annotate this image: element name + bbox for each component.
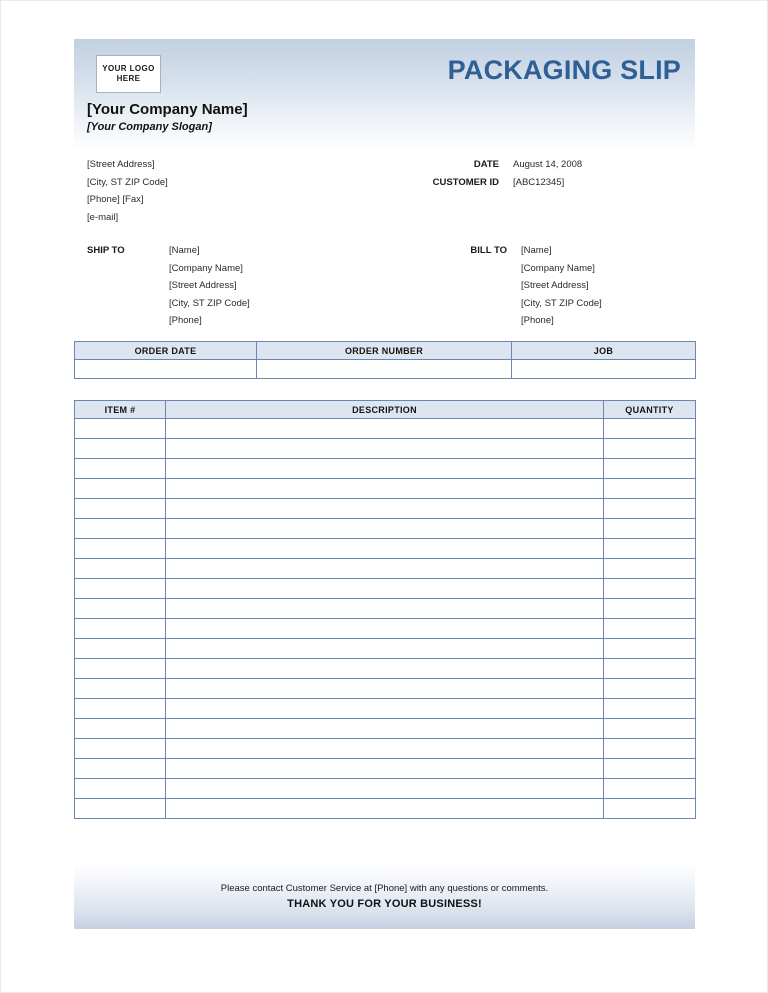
table-cell[interactable]: [75, 419, 166, 439]
order-table-row: [75, 360, 696, 379]
table-row: [75, 519, 696, 539]
table-row: [75, 419, 696, 439]
table-cell[interactable]: [604, 739, 696, 759]
table-row: [75, 459, 696, 479]
table-cell[interactable]: [75, 519, 166, 539]
table-cell[interactable]: [75, 459, 166, 479]
table-cell[interactable]: [166, 799, 604, 819]
table-row: [75, 599, 696, 619]
table-cell[interactable]: [166, 519, 604, 539]
items-table-body: [75, 419, 696, 819]
table-row: [75, 619, 696, 639]
customer-id-label: CUSTOMER ID: [432, 176, 499, 188]
table-cell[interactable]: [166, 659, 604, 679]
table-cell[interactable]: [75, 559, 166, 579]
table-cell[interactable]: [604, 699, 696, 719]
table-cell[interactable]: [166, 559, 604, 579]
items-table-col-quantity: QUANTITY: [604, 401, 696, 419]
meta-row-customer-id: [381, 174, 681, 192]
table-cell[interactable]: [604, 639, 696, 659]
logo-line-1: YOUR LOGO: [102, 64, 155, 73]
ship-to-line: [Company Name]: [169, 262, 243, 274]
date-label: DATE: [473, 159, 499, 170]
table-cell[interactable]: [604, 499, 696, 519]
order-table-cell[interactable]: [257, 360, 512, 379]
table-cell[interactable]: [604, 759, 696, 779]
order-info-table: [74, 341, 696, 379]
document-meta-block: [381, 156, 681, 191]
table-cell[interactable]: [604, 579, 696, 599]
order-table-col-order-date: ORDER DATE: [75, 342, 257, 360]
bill-to-lines[interactable]: [521, 242, 602, 330]
bill-to-label: BILL TO: [470, 245, 507, 256]
table-row: [75, 719, 696, 739]
table-cell[interactable]: [75, 639, 166, 659]
table-row: [75, 639, 696, 659]
bill-to-block: [453, 242, 602, 330]
footer-text-block: [74, 881, 695, 912]
table-cell[interactable]: [604, 539, 696, 559]
order-table-col-order-number: ORDER NUMBER: [257, 342, 512, 360]
order-table-cell[interactable]: [75, 360, 257, 379]
table-cell[interactable]: [166, 459, 604, 479]
table-cell[interactable]: [166, 679, 604, 699]
table-cell[interactable]: [604, 479, 696, 499]
table-cell[interactable]: [166, 619, 604, 639]
ship-to-block: [87, 242, 250, 330]
table-cell[interactable]: [166, 739, 604, 759]
customer-id-value[interactable]: [ABC12345]: [513, 176, 565, 188]
table-cell[interactable]: [75, 739, 166, 759]
table-cell[interactable]: [604, 659, 696, 679]
items-table-header: [75, 401, 696, 419]
logo-line-2: HERE: [116, 74, 141, 83]
bill-to-line: [Name]: [521, 245, 552, 256]
table-row: [75, 439, 696, 459]
table-cell[interactable]: [166, 699, 604, 719]
table-cell[interactable]: [166, 479, 604, 499]
bill-to-line: [Street Address]: [521, 280, 589, 291]
table-cell[interactable]: [75, 499, 166, 519]
items-table-col-item-number: ITEM #: [75, 401, 166, 419]
order-table-body: [75, 360, 696, 379]
company-address-line: [e-mail]: [87, 211, 119, 223]
ship-to-lines[interactable]: [169, 242, 250, 330]
table-cell[interactable]: [604, 779, 696, 799]
table-row: [75, 739, 696, 759]
table-cell[interactable]: [75, 679, 166, 699]
table-cell[interactable]: [604, 419, 696, 439]
table-row: [75, 679, 696, 699]
table-cell[interactable]: [166, 599, 604, 619]
table-row: [75, 479, 696, 499]
footer-thank-you: THANK YOU FOR YOUR BUSINESS!: [287, 898, 482, 910]
table-row: [75, 579, 696, 599]
table-cell[interactable]: [75, 579, 166, 599]
bill-to-line: [Phone]: [521, 315, 554, 326]
table-row: [75, 499, 696, 519]
table-cell[interactable]: [75, 799, 166, 819]
ship-to-line: [Phone]: [169, 315, 202, 326]
company-address-line: [Street Address]: [87, 159, 155, 170]
table-cell[interactable]: [75, 659, 166, 679]
ship-to-line: [Street Address]: [169, 280, 237, 291]
bill-to-line: [Company Name]: [521, 262, 595, 274]
ship-to-line: [City, ST ZIP Code]: [169, 297, 250, 309]
table-cell[interactable]: [604, 459, 696, 479]
table-cell[interactable]: [166, 419, 604, 439]
date-value[interactable]: August 14, 2008: [513, 159, 583, 170]
table-cell[interactable]: [75, 619, 166, 639]
document-title: PACKAGING SLIP: [447, 55, 681, 85]
table-cell[interactable]: [75, 699, 166, 719]
company-address-block: [87, 156, 168, 226]
table-cell[interactable]: [166, 579, 604, 599]
table-cell[interactable]: [75, 479, 166, 499]
order-table-header-row: [75, 342, 696, 360]
items-table-col-description: DESCRIPTION: [166, 401, 604, 419]
order-table-header: [75, 342, 696, 360]
order-table-col-job: JOB: [512, 342, 696, 360]
table-cell[interactable]: [604, 719, 696, 739]
table-cell[interactable]: [604, 679, 696, 699]
table-cell[interactable]: [166, 719, 604, 739]
table-cell[interactable]: [166, 499, 604, 519]
company-logo-placeholder[interactable]: [96, 55, 161, 93]
table-cell[interactable]: [604, 439, 696, 459]
company-address-line: [Phone] [Fax]: [87, 194, 144, 205]
company-address-line: [City, ST ZIP Code]: [87, 176, 168, 188]
table-row: [75, 779, 696, 799]
table-row: [75, 659, 696, 679]
table-cell[interactable]: [166, 639, 604, 659]
company-slogan: [Your Company Slogan]: [87, 121, 212, 133]
table-cell[interactable]: [75, 719, 166, 739]
table-cell[interactable]: [604, 519, 696, 539]
table-row: [75, 559, 696, 579]
table-row: [75, 699, 696, 719]
table-cell[interactable]: [166, 759, 604, 779]
table-cell[interactable]: [604, 559, 696, 579]
order-table-cell[interactable]: [512, 360, 696, 379]
table-row: [75, 539, 696, 559]
table-cell[interactable]: [166, 439, 604, 459]
table-cell[interactable]: [604, 799, 696, 819]
ship-to-line: [Name]: [169, 245, 200, 256]
ship-to-label: SHIP TO: [87, 245, 125, 256]
table-cell[interactable]: [75, 439, 166, 459]
table-cell[interactable]: [604, 619, 696, 639]
table-cell[interactable]: [166, 539, 604, 559]
table-cell[interactable]: [75, 539, 166, 559]
table-row: [75, 759, 696, 779]
line-items-table: [74, 400, 696, 819]
table-cell[interactable]: [75, 599, 166, 619]
bill-to-line: [City, ST ZIP Code]: [521, 297, 602, 309]
table-cell[interactable]: [166, 779, 604, 799]
items-table-header-row: [75, 401, 696, 419]
table-cell[interactable]: [604, 599, 696, 619]
footer-contact-note: Please contact Customer Service at [Phone] with any questions or comments.: [220, 883, 549, 894]
table-cell[interactable]: [75, 759, 166, 779]
table-row: [75, 799, 696, 819]
table-cell[interactable]: [75, 779, 166, 799]
meta-row-date: [381, 156, 681, 174]
company-name: [Your Company Name]: [87, 101, 248, 118]
